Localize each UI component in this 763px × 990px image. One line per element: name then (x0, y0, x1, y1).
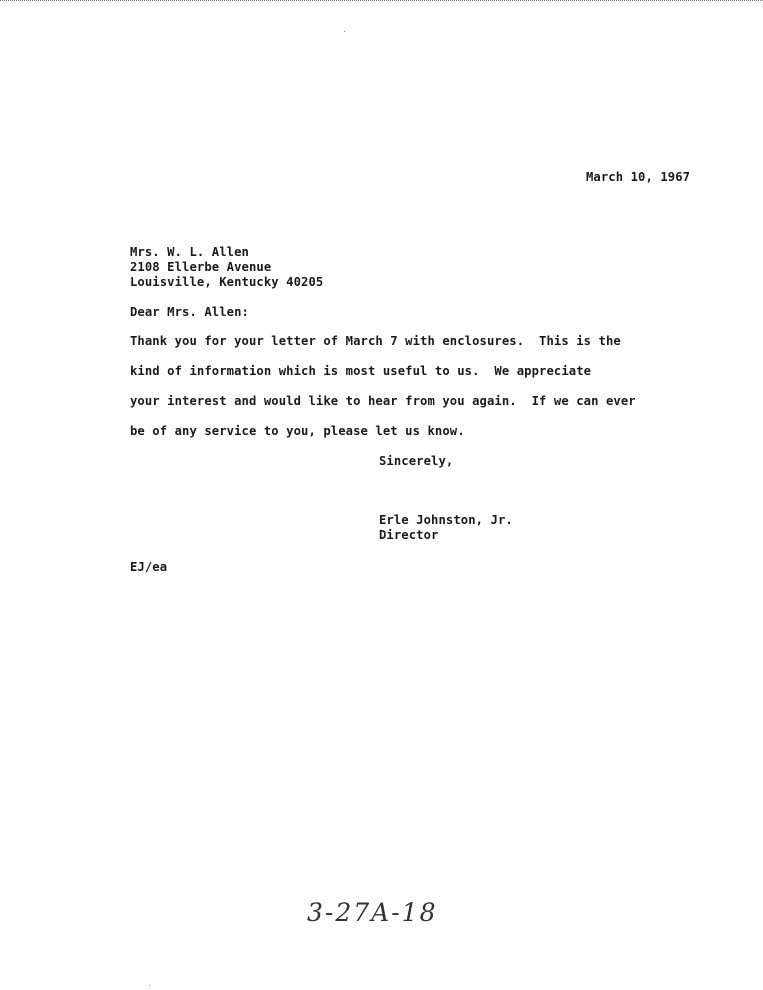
closing: Sincerely, (379, 454, 454, 468)
recipient-street: 2108 Ellerbe Avenue (130, 260, 272, 274)
recipient-name: Mrs. W. L. Allen (130, 245, 249, 259)
page-top-border (0, 0, 763, 1)
paper-speck (149, 985, 150, 986)
paper-speck (344, 31, 345, 32)
body-line: kind of information which is most useful to us. We appreciate (130, 364, 592, 378)
signer-title: Director (379, 528, 439, 542)
typist-initials: EJ/ea (130, 560, 168, 574)
handwritten-file-number: 3-27A-18 (307, 898, 438, 927)
body-line: your interest and would like to hear from you again. If we can ever (130, 394, 636, 408)
body-line: Thank you for your letter of March 7 with enclosures. This is the (130, 334, 621, 348)
salutation: Dear Mrs. Allen: (130, 305, 249, 319)
recipient-city-state-zip: Louisville, Kentucky 40205 (130, 275, 324, 289)
letter-date: March 10, 1967 (586, 170, 691, 184)
body-line: be of any service to you, please let us know. (130, 424, 465, 438)
signer-name: Erle Johnston, Jr. (379, 513, 513, 527)
